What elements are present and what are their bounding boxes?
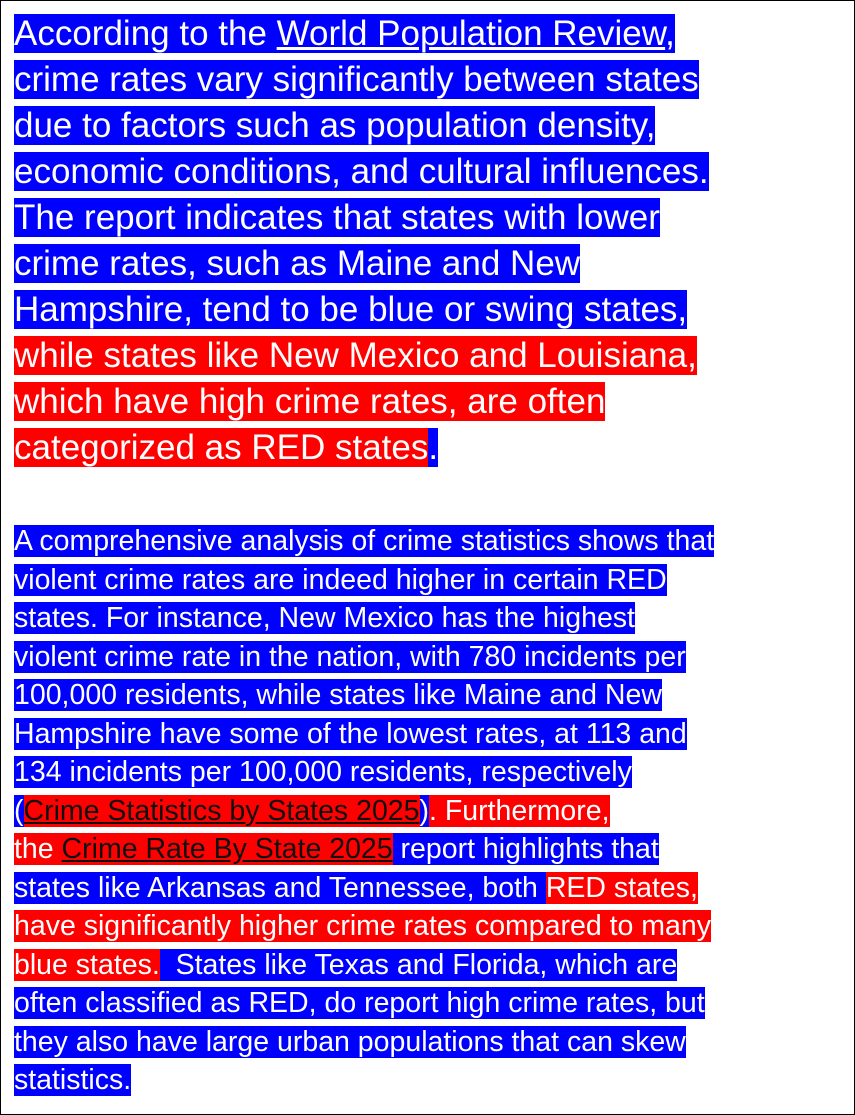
text-span: Hampshire have some of the lowest rates, at 113 and <box>14 717 687 750</box>
text-span: 134 incidents per 100,000 residents, respectively <box>14 756 632 788</box>
text-span: states. For instance, New Mexico has the highest <box>14 602 635 634</box>
text-line <box>14 1023 844 1062</box>
text-span: ( <box>14 794 24 827</box>
text-line <box>14 103 814 149</box>
text-line <box>14 676 844 715</box>
text-span: Hampshire, tend to be blue or swing states, <box>14 290 688 329</box>
text-span: According to the <box>14 14 277 53</box>
text-line <box>14 241 814 287</box>
text-line <box>14 753 844 792</box>
world-population-review-link[interactable]: World Population Review <box>276 14 666 53</box>
text-line <box>14 946 844 985</box>
text-line <box>14 907 844 946</box>
text-span: . <box>428 428 439 467</box>
text-line <box>14 715 844 754</box>
text-line <box>14 522 844 561</box>
text-span: A comprehensive analysis of crime statistics shows that <box>14 525 715 557</box>
text-line <box>14 149 814 195</box>
text-line <box>14 599 844 638</box>
text-span: crime rates, such as Maine and New <box>14 244 581 283</box>
text-span: 100,000 residents, while states like Maine and New <box>14 679 662 711</box>
text-span: have significantly higher crime rates compared to many <box>14 910 711 942</box>
text-line <box>14 1061 844 1100</box>
crime-statistics-by-states-2025-link[interactable]: Crime Statistics by States 2025 <box>23 794 420 827</box>
text-line <box>14 869 844 908</box>
text-span: often classified as RED, do report high crime rates, but <box>14 987 705 1019</box>
text-span: due to factors such as population density, <box>14 106 656 145</box>
text-span: States like Texas and Florida, which are <box>159 948 678 981</box>
text-line <box>14 984 844 1023</box>
text-span: categorized as RED states <box>14 428 429 467</box>
text-span: blue states. <box>14 948 160 981</box>
text-span: . Furthermore, <box>429 794 610 827</box>
text-line <box>14 638 844 677</box>
text-span: ) <box>419 794 429 827</box>
text-span: economic conditions, and cultural influences. <box>14 152 709 191</box>
crime-rate-by-state-2025-link[interactable]: Crime Rate By State 2025 <box>61 833 393 865</box>
text-span: which have high crime rates, are often <box>14 382 606 421</box>
text-span: states like Arkansas and Tennessee, both <box>14 871 546 904</box>
text-line <box>14 425 814 471</box>
text-span: crime rates vary significantly between states <box>14 60 699 99</box>
text-span: while states like New Mexico and Louisiana, <box>14 336 697 375</box>
text-line <box>14 11 814 57</box>
paragraph-2 <box>14 522 844 1100</box>
text-span: RED states, <box>545 871 698 904</box>
text-span: The report indicates that states with lower <box>14 198 660 237</box>
text-span: violent crime rates are indeed higher in certain RED <box>14 563 667 596</box>
text-line <box>14 333 814 379</box>
text-line <box>14 561 844 600</box>
text-span: the <box>14 833 62 865</box>
text-span: report highlights that <box>392 833 659 865</box>
text-span: , <box>665 14 675 53</box>
text-span: violent crime rate in the nation, with 780 incidents per <box>14 640 686 673</box>
text-line <box>14 830 844 869</box>
text-line <box>14 287 814 333</box>
text-span: statistics. <box>14 1064 132 1096</box>
paragraph-1 <box>14 11 814 471</box>
text-line <box>14 57 814 103</box>
text-span: they also have large urban populations that can skew <box>14 1025 686 1058</box>
text-line <box>14 792 844 831</box>
text-line <box>14 379 814 425</box>
text-line <box>14 195 814 241</box>
